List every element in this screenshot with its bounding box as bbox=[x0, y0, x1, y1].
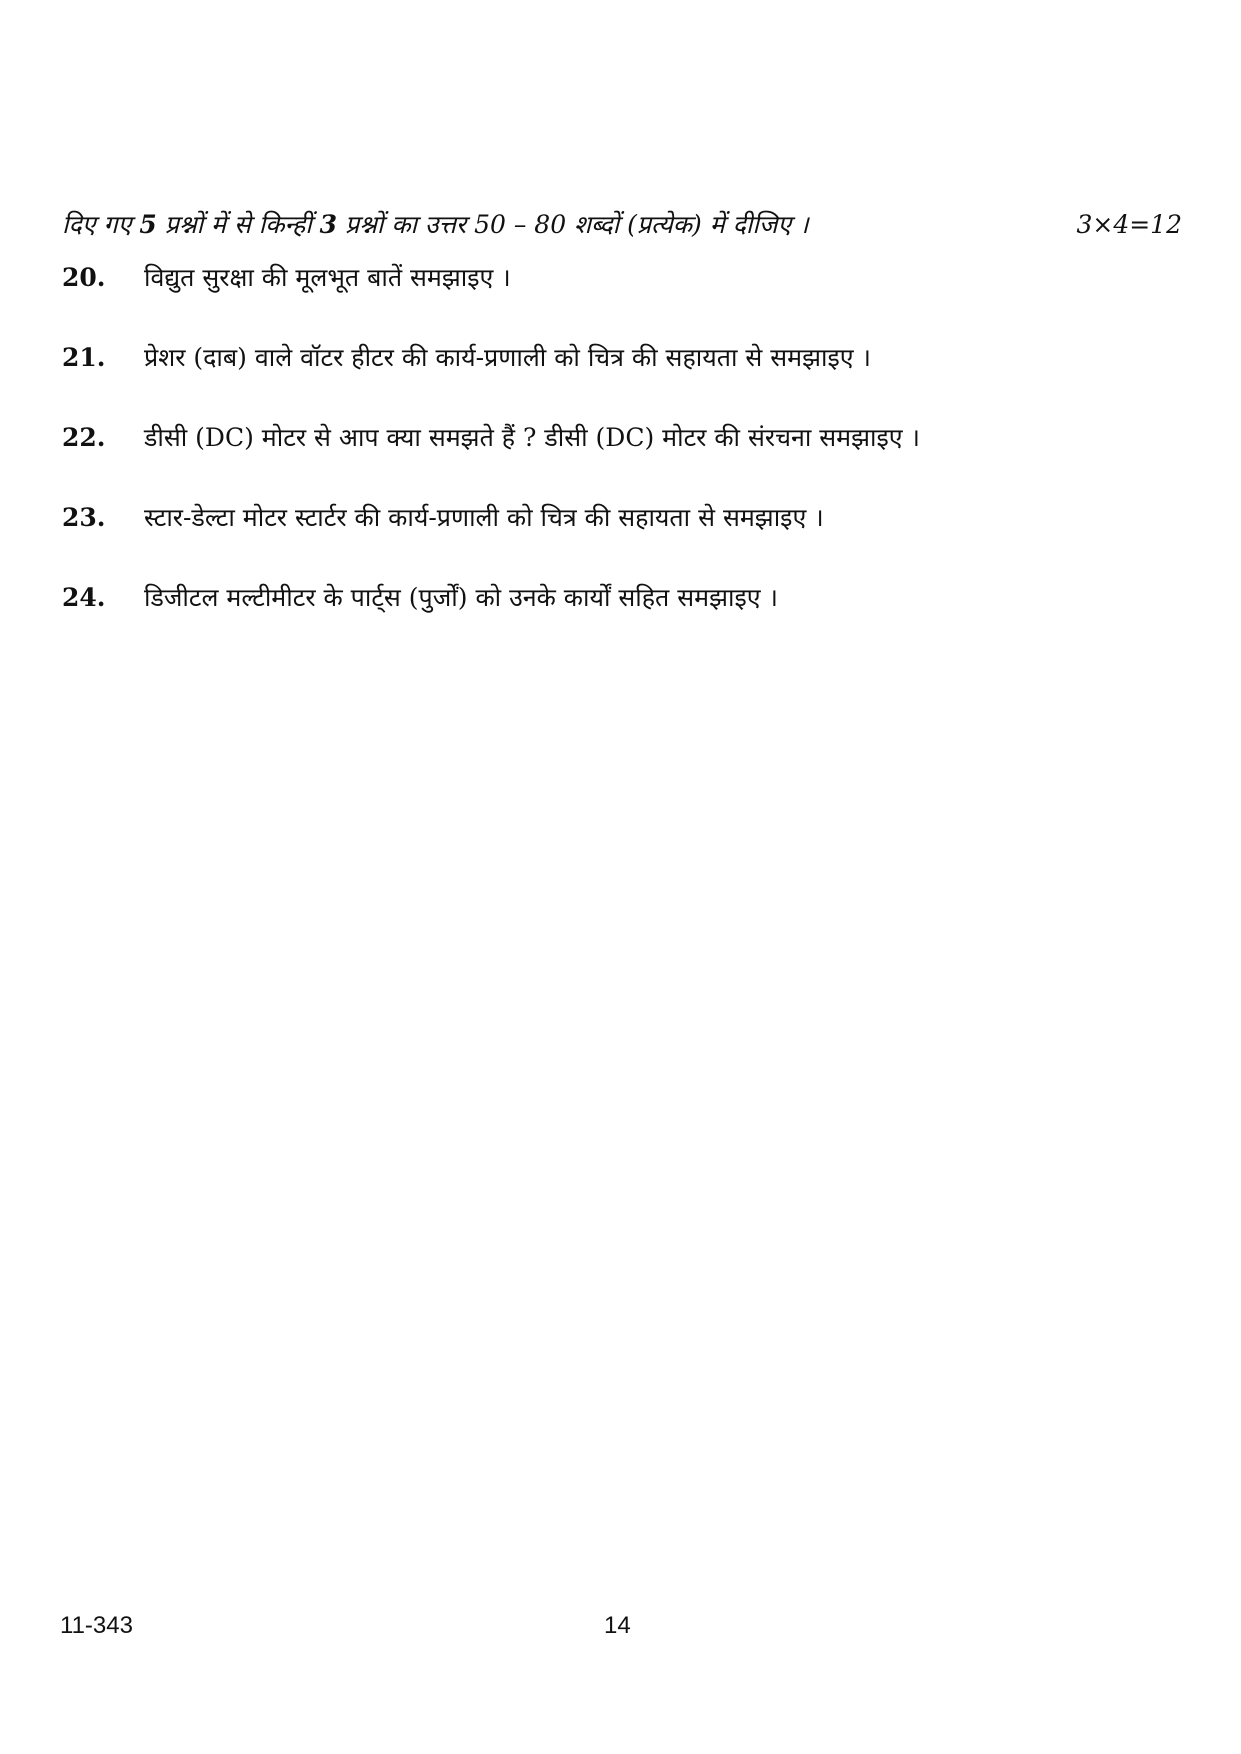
section-instruction bbox=[62, 205, 1182, 245]
question-text: विद्युत सुरक्षा की मूलभूत बातें समझाइए । bbox=[144, 263, 511, 292]
question-text: डीसी (DC) मोटर से आप क्या समझते हैं ? डीसी (DC) मोटर की संरचना समझाइए । bbox=[144, 423, 921, 452]
question-number: 21. bbox=[62, 343, 106, 372]
question-number: 24. bbox=[62, 583, 106, 612]
instruction-text-part2: प्रश्नों में से किन्हीं bbox=[156, 210, 320, 239]
instruction-text-part1: दिए गए bbox=[62, 210, 140, 239]
marks-allocation: 3×4=12 bbox=[1076, 210, 1182, 239]
instruction-text-part3: प्रश्नों का उत्तर 50 – 80 शब्दों (प्रत्येक) में दीजिए । bbox=[337, 210, 809, 239]
question-number: 23. bbox=[62, 503, 106, 532]
question-text: प्रेशर (दाब) वाले वॉटर हीटर की कार्य-प्रणाली को चित्र की सहायता से समझाइए । bbox=[144, 343, 871, 372]
question-number: 20. bbox=[62, 263, 106, 292]
question-text: डिजीटल मल्टीमीटर के पार्ट्स (पुर्जों) को उनके कार्यों सहित समझाइए । bbox=[144, 583, 778, 612]
paper-code: 11-343 bbox=[60, 1612, 133, 1639]
page-number: 14 bbox=[604, 1612, 631, 1639]
instruction-total-count: 5 bbox=[139, 210, 157, 239]
question-text: स्टार-डेल्टा मोटर स्टार्टर की कार्य-प्रणाली को चित्र की सहायता से समझाइए । bbox=[144, 503, 824, 532]
question-number: 22. bbox=[62, 423, 106, 452]
instruction-answer-count: 3 bbox=[319, 210, 338, 239]
